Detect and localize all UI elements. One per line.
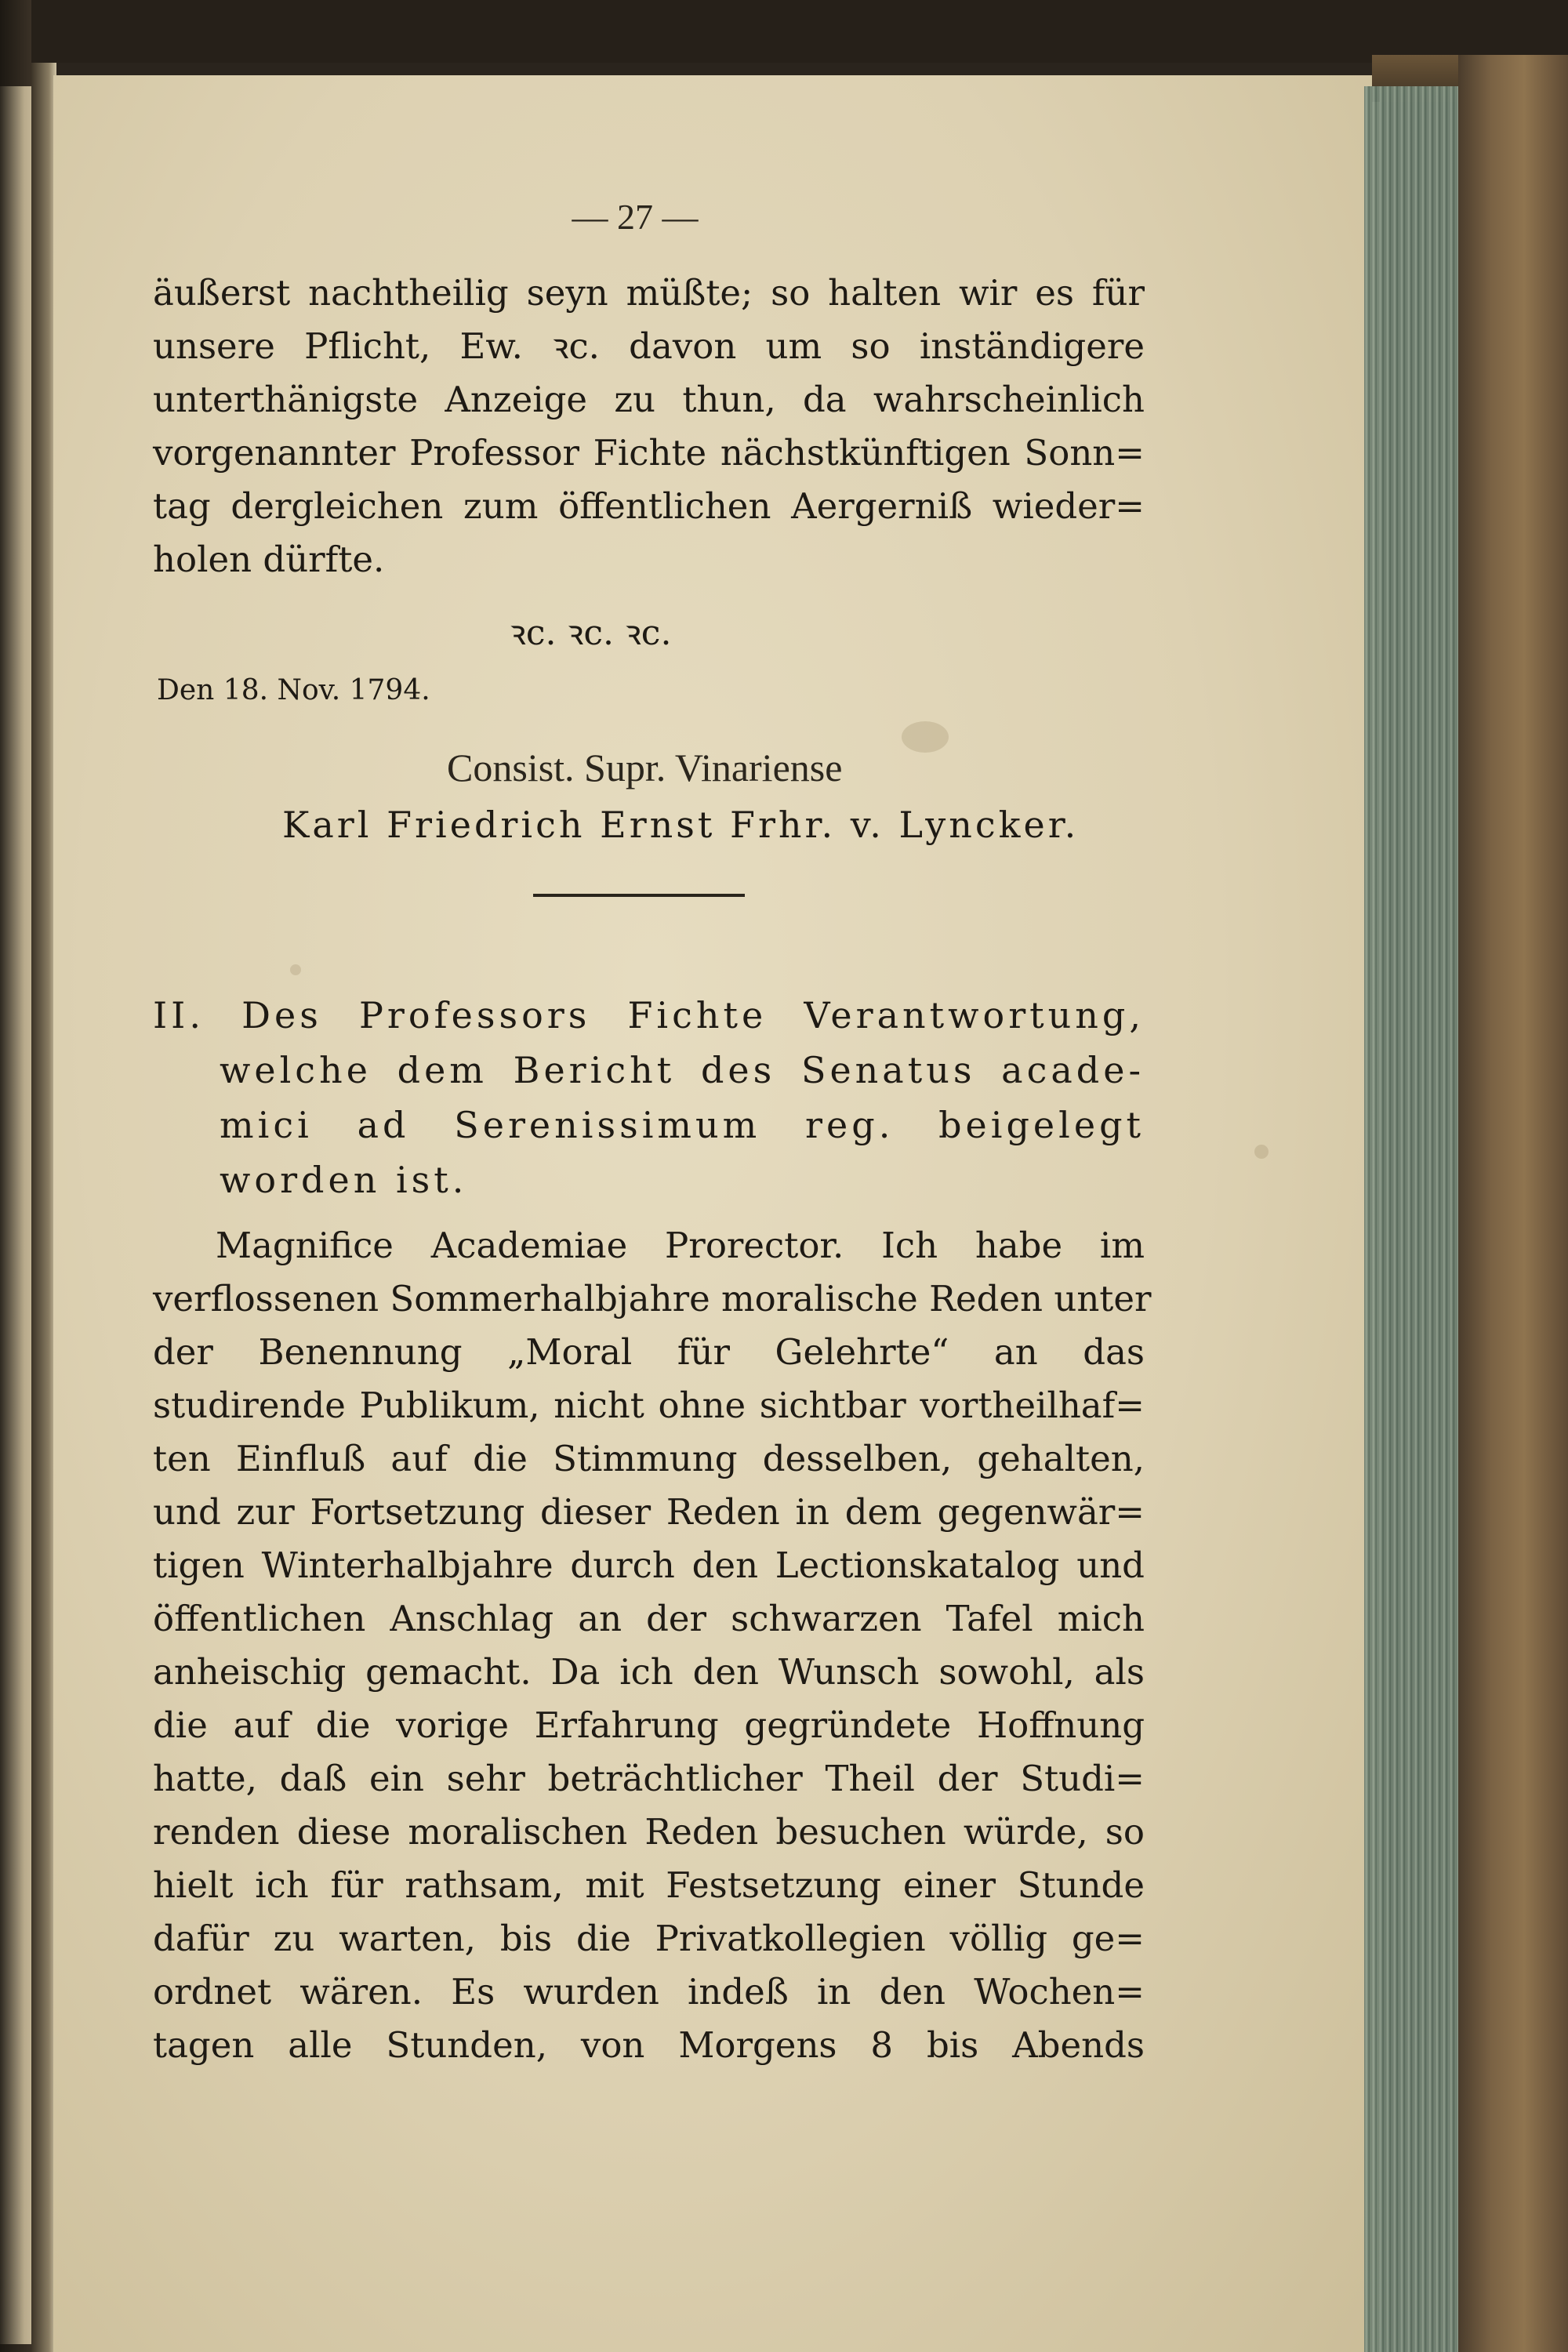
- section-heading-line: worden ist.: [220, 1159, 468, 1201]
- paragraph-line: tigen Winterhalbjahre durch den Lectionskatalog und: [153, 1544, 1145, 1586]
- et-cetera-line: ꝛc. ꝛc. ꝛc.: [510, 613, 672, 653]
- letter-line: tag dergleichen zum öffentlichen Aergerniß wieder=: [153, 485, 1145, 527]
- letter-line: unsere Pflicht, Ew. ꝛc. davon um so inständigere: [153, 325, 1145, 367]
- paragraph-line: renden diese moralischen Reden besuchen würde, so: [153, 1811, 1145, 1853]
- paper-stain: [1254, 1145, 1269, 1159]
- letter-line: holen dürfte.: [153, 539, 385, 580]
- signatory-name: Karl Friedrich Ernst Frhr. v. Lyncker.: [282, 804, 1080, 846]
- section-divider: [533, 894, 745, 897]
- paragraph-line: dafür zu warten, bis die Privatkollegien völlig ge=: [153, 1918, 1145, 1959]
- paper-stain: [290, 964, 301, 975]
- paragraph-line: öffentlichen Anschlag an der schwarzen Tafel mich: [153, 1598, 1145, 1639]
- paragraph-line: hielt ich für rathsam, mit Festsetzung einer Stunde: [153, 1864, 1145, 1906]
- paragraph-line: verflossenen Sommerhalbjahre moralische Reden unter: [153, 1278, 1152, 1319]
- paragraph-line: die auf die vorige Erfahrung gegründete Hoffnung: [153, 1704, 1145, 1746]
- paragraph-line: ten Einfluß auf die Stimmung desselben, gehalten,: [153, 1438, 1145, 1479]
- letter-line: äußerst nachtheilig seyn müßte; so halten wir es für: [153, 272, 1145, 314]
- page-number: — 27 —: [572, 197, 699, 237]
- paragraph-line: der Benennung „Moral für Gelehrte“ an das: [153, 1331, 1145, 1373]
- book-cover-edge: [1458, 55, 1568, 2352]
- page-edges-stack: [1364, 86, 1458, 2352]
- section-heading-line: welche dem Bericht des Senatus acade-: [220, 1049, 1145, 1091]
- paragraph-line: und zur Fortsetzung dieser Reden in dem gegenwär=: [153, 1491, 1145, 1533]
- letter-line: vorgenannter Professor Fichte nächstkünftigen Sonn=: [153, 432, 1145, 474]
- letter-date: Den 18. Nov. 1794.: [157, 674, 430, 706]
- letter-line: unterthänigste Anzeige zu thun, da wahrscheinlich: [153, 379, 1145, 420]
- background-top: [0, 0, 1568, 63]
- section-heading-line: mici ad Serenissimum reg. beigelegt: [220, 1104, 1145, 1146]
- section-heading-line: II. Des Professors Fichte Verantwortung,: [153, 994, 1145, 1036]
- paragraph-line: anheischig gemacht. Da ich den Wunsch sowohl, als: [153, 1651, 1145, 1693]
- paragraph-line: studirende Publikum, nicht ohne sichtbar vortheilhaf=: [153, 1385, 1145, 1426]
- paragraph-line: ordnet wären. Es wurden indeß in den Wochen=: [153, 1971, 1145, 2013]
- paragraph-line: Magnifice Academiae Prorector. Ich habe im: [216, 1225, 1145, 1266]
- consistory-name: Consist. Supr. Vinariense: [447, 746, 843, 789]
- paragraph-line: tagen alle Stunden, von Morgens 8 bis Abends: [153, 2024, 1145, 2066]
- paragraph-line: hatte, daß ein sehr beträchtlicher Theil der Studi=: [153, 1758, 1145, 1799]
